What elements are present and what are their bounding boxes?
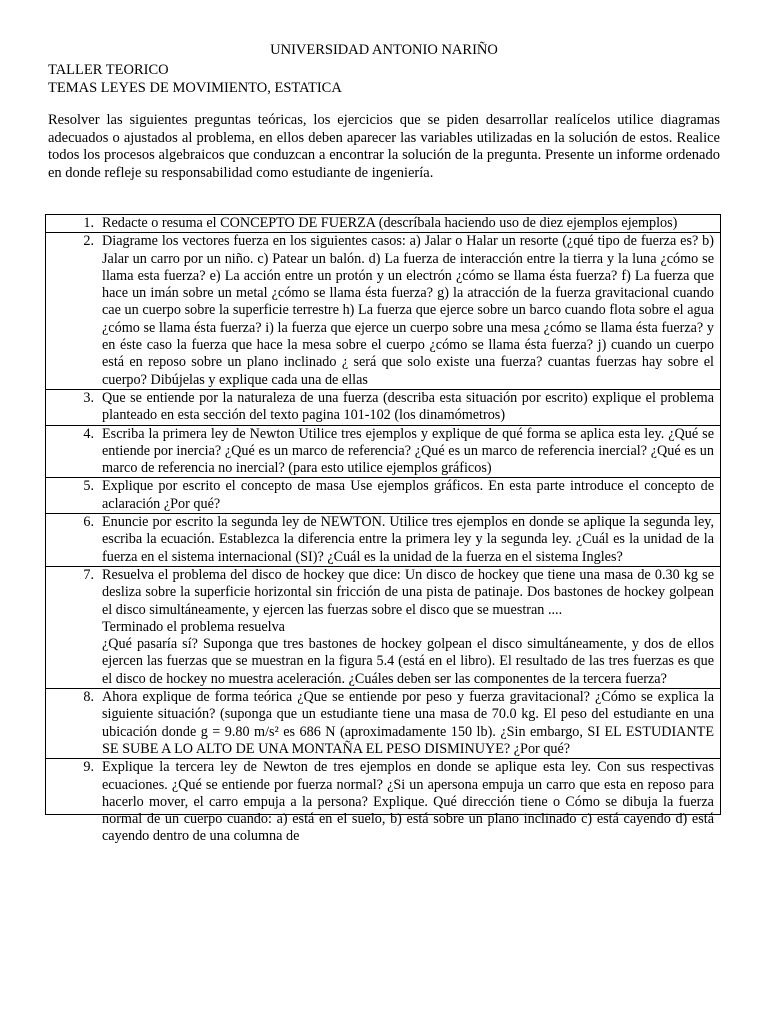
- question-number: 4.: [46, 425, 103, 478]
- question-number: 7.: [46, 566, 103, 688]
- table-row: [46, 514, 721, 567]
- table-row: [46, 478, 721, 514]
- question-text: Explique por escrito el concepto de masa Use ejemplos gráficos. En esta parte introduce el concepto de aclaración ¿Por qué?: [102, 478, 721, 514]
- question-paragraph: Resuelva el problema del disco de hockey que dice: Un disco de hockey que tiene una masa de 0.30 kg se desliza sobre la superficie horizontal sin fricción de una pista de patinaje. Dos bastones de hockey golpean el disco simultáneamente, y ejercen las fuerzas sobre el disco que se muestran ....: [102, 566, 714, 618]
- question-text: Escriba la primera ley de Newton Utilice tres ejemplos y explique de qué forma se aplica esta ley. ¿Qué se entiende por inercia? ¿Qué es un marco de referencia? ¿Qué es un marco de referencia inercial? ¿Qué es un marco de referencia no inercial? (para esto utilice ejemplos gráficos): [102, 425, 721, 478]
- question-text: Enuncie por escrito la segunda ley de NEWTON. Utilice tres ejemplos en donde se aplique la segunda ley, escriba la ecuación. Establezca la diferencia entre la primera ley y la segunda ley. ¿Cuál es la unidad de la fuerza en el sistema internacional (SI)? ¿Cuál es la unidad de la fuerza en el sistema Ingles?: [102, 514, 721, 567]
- question-text: Diagrame los vectores fuerza en los siguientes casos: a) Jalar o Halar un resorte (¿qué tipo de fuerza es? b) Jalar un carro por un niño. c) Patear un balón. d) La fuerza de interacción entre la tierra y la luna ¿cómo se llama esta fuerza? e) La acción entre un protón y un electrón ¿cómo se llama ésta fuerza? f) La fuerza que hace un imán sobre un metal ¿cómo se llama ésta fuerza? g) la atracción de la fuerza gravitacional cuando cae un cuerpo sobre la superficie terrestre h) La fuerza que ejerce sobre un barco cuando flota sobre el agua ¿cómo se llama ésta fuerza? i) la fuerza que ejerce un cuerpo sobre una mesa ¿cómo se llama ésta fuerza? y en éste caso la fuerza que hace la mesa sobre el cuerpo ¿cómo se llama ésta fuerza? j) cuando un cuerpo está en reposo sobre un plano inclinado ¿ será que solo existe una fuerza? cuantas fuerzas hay sobre el cuerpo? Dibújelas y explique cada una de ellas: [102, 233, 721, 390]
- question-number: 9.: [46, 759, 103, 815]
- table-row: [46, 759, 721, 815]
- question-text: Redacte o resuma el CONCEPTO DE FUERZA (descríbala haciendo uso de diez ejemplos ejemplos): [102, 215, 721, 233]
- question-number: 3.: [46, 389, 103, 425]
- table-row: [46, 425, 721, 478]
- table-row: [46, 215, 721, 233]
- table-row: [46, 566, 721, 688]
- topics-title: TEMAS LEYES DE MOVIMIENTO, ESTATICA: [48, 80, 342, 96]
- table-row: [46, 689, 721, 759]
- question-text-clipped: Explique la tercera ley de Newton de tres ejemplos en donde se aplique esta ley. Con sus respectivas ecuaciones. ¿Qué se entiende por fuerza normal? ¿Si un apersona empuja un carro que esta en reposo para hacerlo mover, el carro empuja a la persona? Explique. Qué dirección tiene o Cómo se dibuja la fuerza normal de un cuerpo cuando: a) está en el suelo, b) está sobre un plano inclinado c) está cayendo d) está cayendo dentro de una columna de: [102, 759, 714, 845]
- instructions-paragraph: Resolver las siguientes preguntas teóricas, los ejercicios que se piden desarrollar realícelos utilice diagramas adecuados o ajustados al problema, en ellos deben aparecer las variables utilizadas en la solución de estos. Realice todos los procesos algebraicos que conduzcan a encontrar la solución de la pregunta. Presente un informe ordenado en donde refleje su responsabilidad como estudiante de ingeniería.: [48, 112, 720, 181]
- workshop-title: TALLER TEORICO: [48, 62, 169, 78]
- question-text: Ahora explique de forma teórica ¿Que se entiende por peso y fuerza gravitacional? ¿Cómo se explica la siguiente situación? (suponga que un estudiante tiene una masa de 70.0 kg. El peso del estudiante en una ubicación donde g = 9.80 m/s² es 686 N (aproximadamente 150 lb). ¿Sin embargo, SI EL ESTUDIANTE SE SUBE A LO ALTO DE UNA MONTAÑA EL PESO DISMINUYE? ¿Por qué?: [102, 689, 721, 759]
- question-paragraph: Terminado el problema resuelva: [102, 618, 285, 635]
- question-number: 1.: [46, 215, 103, 233]
- question-paragraph: ¿Qué pasaría sí? Suponga que tres bastones de hockey golpean el disco simultáneamente, y dos de ellos ejercen las fuerzas que se muestran en la figura 5.4 (está en el libro). El resultado de las tres fuerzas es que el disco de hockey no muestra aceleración. ¿Cuáles deben ser las componentes de la tercera fuerza?: [102, 636, 714, 687]
- question-number: 5.: [46, 478, 103, 514]
- questions-table: [45, 214, 721, 845]
- question-text: [102, 566, 721, 688]
- question-number: 6.: [46, 514, 103, 567]
- university-title: UNIVERSIDAD ANTONIO NARIÑO: [270, 42, 498, 58]
- table-row: [46, 389, 721, 425]
- question-text: [102, 759, 721, 845]
- question-number: 8.: [46, 689, 103, 759]
- table-row: [46, 233, 721, 390]
- question-number: 2.: [46, 233, 103, 390]
- question-text: Que se entiende por la naturaleza de una fuerza (describa esta situación por escrito) explique el problema planteado en esta sección del texto pagina 101-102 (los dinamómetros): [102, 389, 721, 425]
